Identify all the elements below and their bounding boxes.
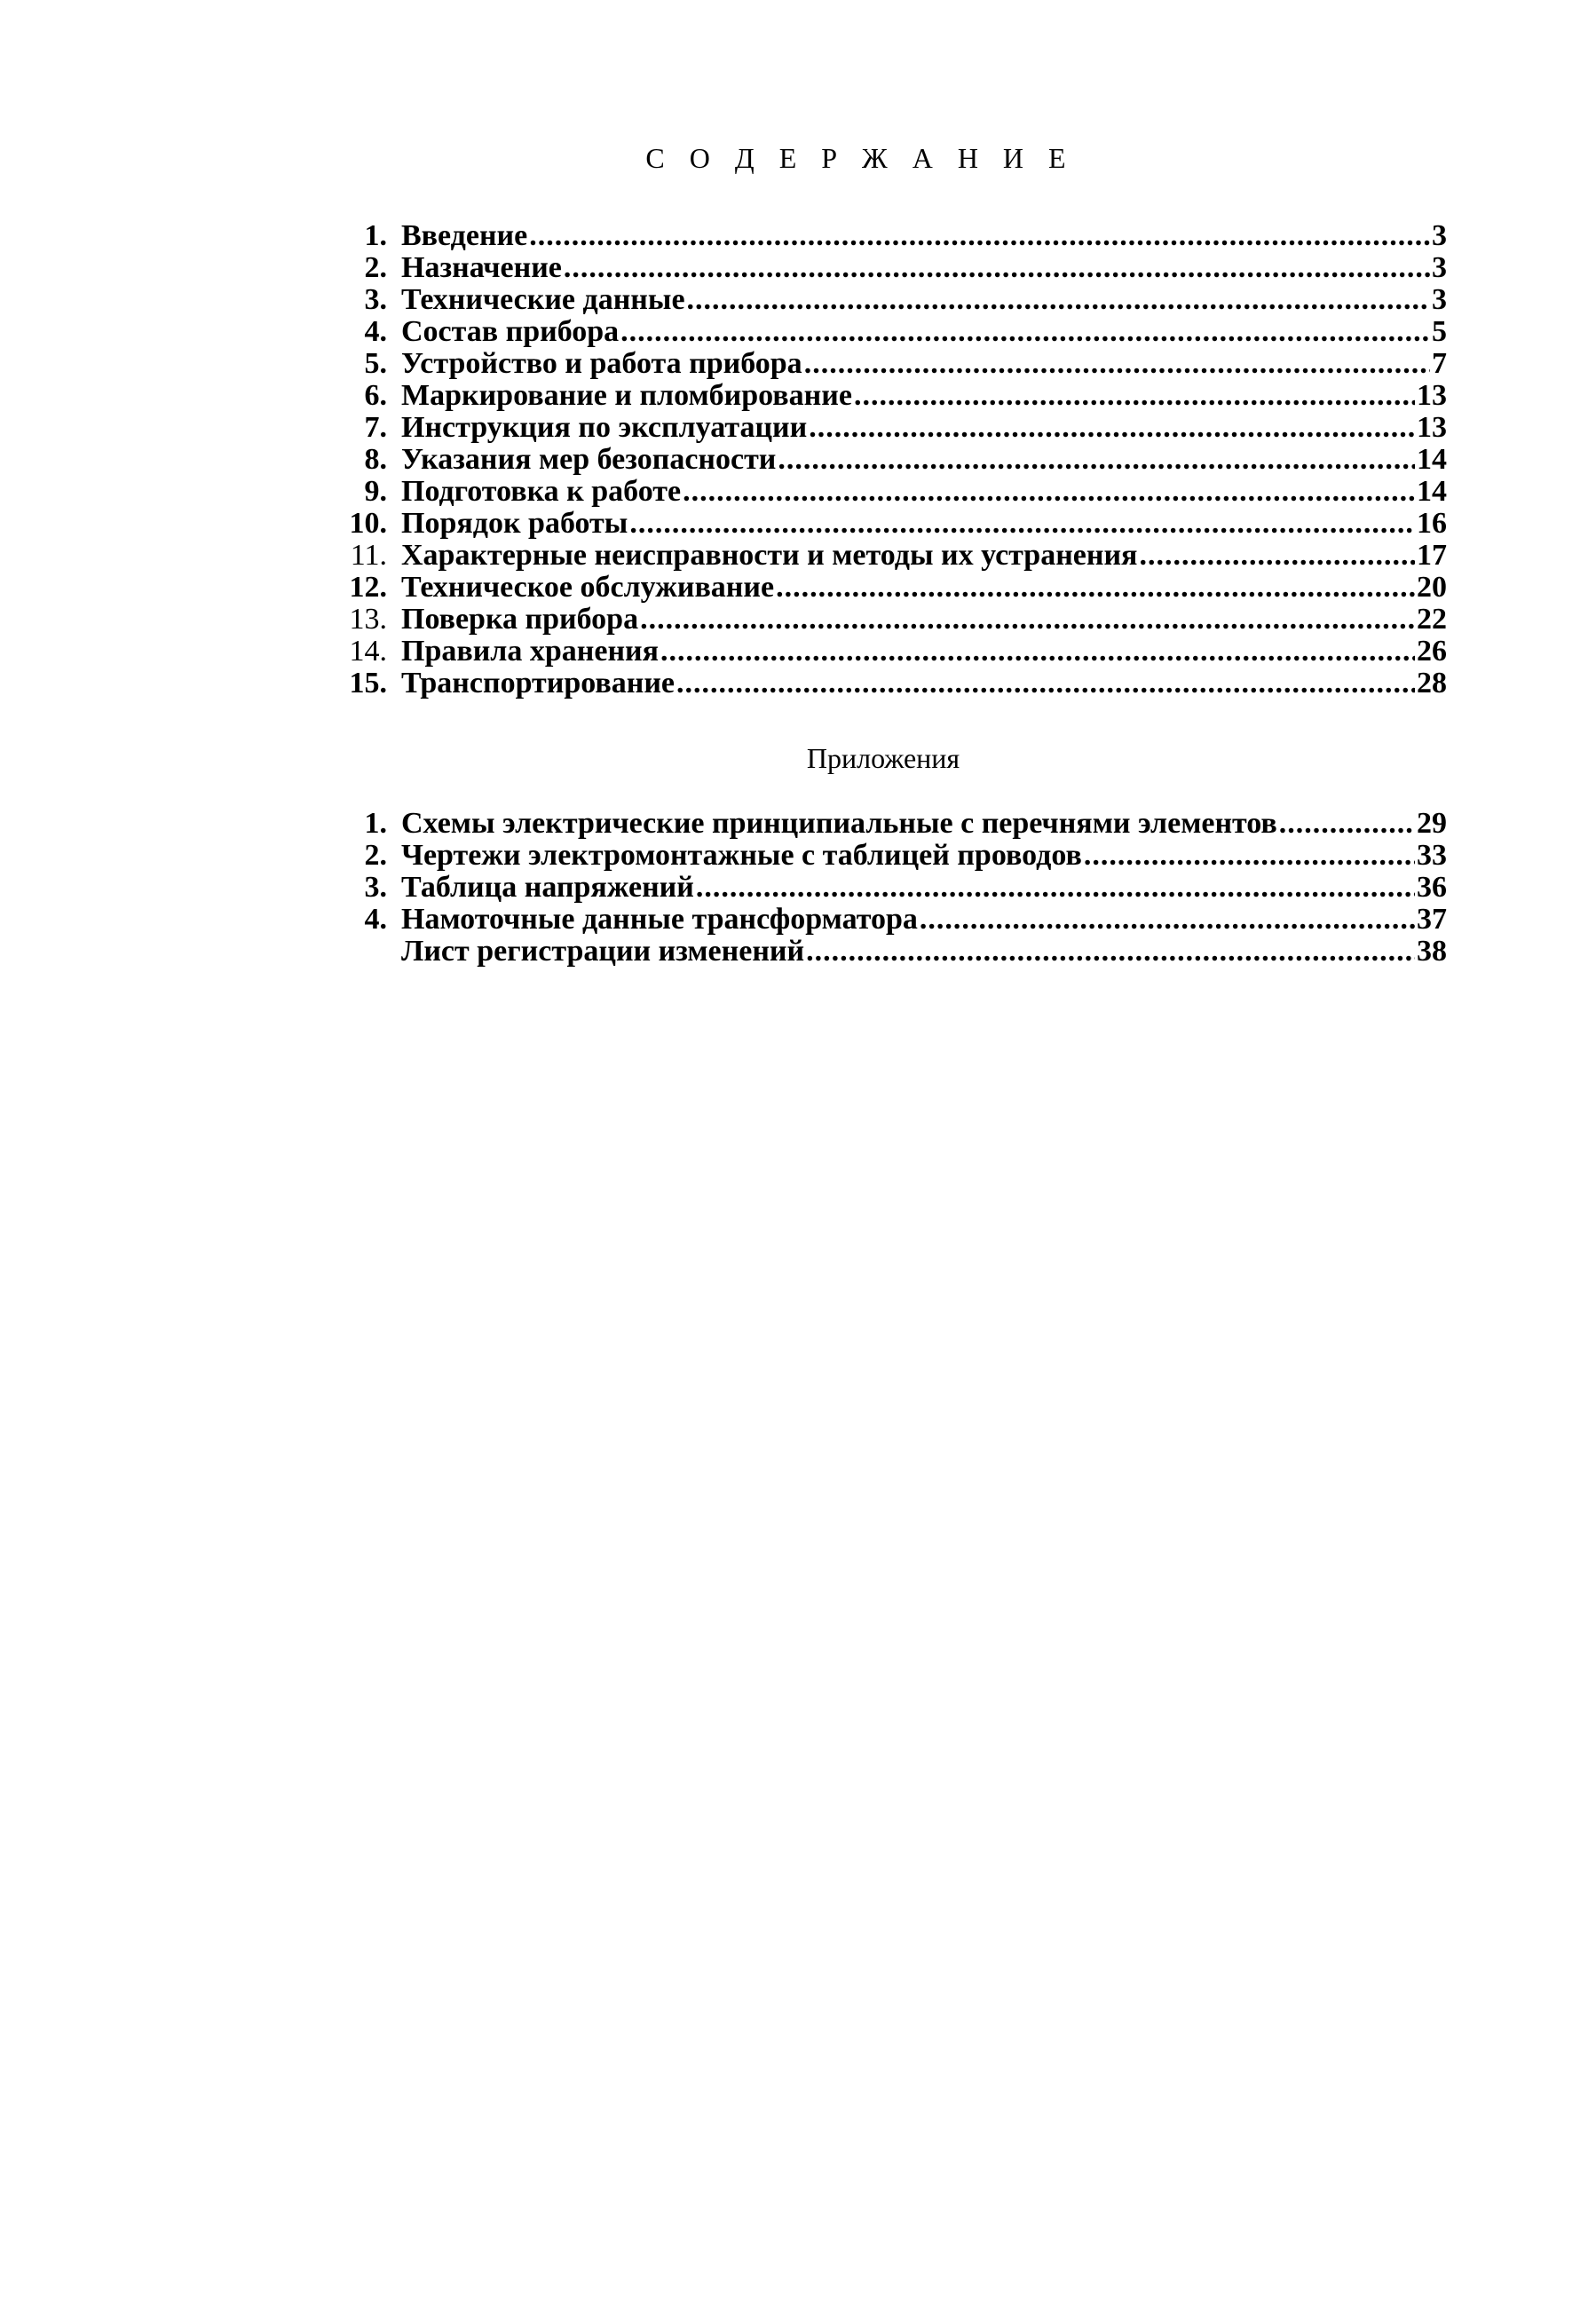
dot-leader: [804, 348, 1430, 380]
toc-heading: С О Д Е Р Ж А Н И Е: [645, 142, 1075, 174]
toc-entry-number: 11.: [350, 539, 387, 572]
appendix-entry-title: Схемы электрические принципиальные с перечнями элементов: [401, 807, 1277, 840]
toc-entry-title: Техническое обслуживание: [401, 571, 775, 604]
toc-entry-title: Маркирование и пломбирование: [401, 379, 852, 412]
toc-entry: [346, 380, 1447, 412]
toc-entry-title: Устройство и работа прибора: [401, 347, 802, 380]
appendix-entry-number: 2.: [364, 839, 387, 872]
toc-entry: [346, 412, 1447, 444]
toc-entry: [346, 316, 1447, 348]
appendix-entry-title: Чертежи электромонтажные с таблицей проводов: [401, 839, 1082, 872]
toc-entry: [346, 572, 1447, 604]
dot-leader: [660, 636, 1415, 668]
dot-leader: [1139, 540, 1415, 572]
toc-entry-number: 1.: [364, 219, 387, 252]
toc-entry-title: Поверка прибора: [401, 603, 639, 636]
toc-entry-title: Характерные неисправности и методы их устранения: [401, 539, 1138, 572]
toc-entry-page: 16: [1417, 507, 1447, 540]
appendix-entry-title: Намоточные данные трансформатора: [401, 903, 918, 936]
dot-leader: [809, 412, 1415, 444]
appendix-entry-number: 3.: [364, 871, 387, 904]
toc-entry-title: Подготовка к работе: [401, 475, 682, 508]
toc-entry: [346, 348, 1447, 380]
appendix-entry-page: 33: [1417, 839, 1447, 872]
appendix-entry-page: 37: [1417, 903, 1447, 936]
toc-entry-title: Указания мер безопасности: [401, 443, 777, 476]
toc-entry-page: 14: [1417, 475, 1447, 508]
toc-list: [346, 220, 1447, 700]
toc-entry-title: Порядок работы: [401, 507, 628, 540]
toc-entry-page: 28: [1417, 667, 1447, 700]
toc-entry: [346, 668, 1447, 700]
toc-entry-number: 8.: [364, 443, 387, 476]
toc-entry-page: 17: [1417, 539, 1447, 572]
toc-entry-number: 4.: [364, 315, 387, 348]
toc-entry-number: 5.: [364, 347, 387, 380]
dot-leader: [564, 252, 1430, 284]
appendix-entry: [346, 808, 1447, 840]
dot-leader: [696, 872, 1415, 904]
toc-entry-number: 7.: [364, 411, 387, 444]
dot-leader: [854, 380, 1415, 412]
toc-entry-title: Правила хранения: [401, 635, 660, 668]
toc-entry-number: 2.: [364, 251, 387, 284]
dot-leader: [920, 904, 1415, 936]
appendix-entry: [346, 936, 1447, 968]
dot-leader: [778, 444, 1415, 476]
toc-entry-page: 14: [1417, 443, 1447, 476]
toc-entry-number: 13.: [349, 603, 387, 636]
dot-leader: [620, 316, 1430, 348]
dot-leader: [529, 220, 1430, 252]
toc-entry-page: 7: [1432, 347, 1447, 380]
toc-entry-page: 22: [1417, 603, 1447, 636]
toc-entry: [346, 540, 1447, 572]
toc-entry-page: 13: [1417, 379, 1447, 412]
dot-leader: [683, 476, 1415, 508]
toc-entry-page: 3: [1432, 283, 1447, 316]
toc-entry: [346, 252, 1447, 284]
toc-entry-number: 10.: [349, 507, 387, 540]
appendix-entry-number: 1.: [364, 807, 387, 840]
toc-entry-page: 3: [1432, 219, 1447, 252]
appendix-entry: [346, 840, 1447, 872]
toc-entry-title: Транспортирование: [401, 667, 676, 700]
toc-entry-title: Инструкция по эксплуатации: [401, 411, 808, 444]
dot-leader: [687, 284, 1430, 316]
toc-entry-title: Состав прибора: [401, 315, 620, 348]
toc-entry-page: 13: [1417, 411, 1447, 444]
dot-leader: [1084, 840, 1415, 872]
toc-entry-page: 3: [1432, 251, 1447, 284]
toc-entry-title: Введение: [401, 219, 528, 252]
toc-entry-title: Назначение: [401, 251, 562, 284]
appendix-entry-number: 4.: [364, 903, 387, 936]
toc-entry-number: 15.: [349, 667, 387, 700]
toc-entry: [346, 444, 1447, 476]
toc-entry: [346, 476, 1447, 508]
appendix-heading: Приложения: [806, 742, 960, 774]
toc-entry: [346, 508, 1447, 540]
appendix-entry-page: 38: [1417, 935, 1447, 968]
toc-entry: [346, 636, 1447, 668]
dot-leader: [776, 572, 1415, 604]
toc-entry-title: Технические данные: [401, 283, 685, 316]
toc-entry: [346, 220, 1447, 252]
appendix-entry-page: 29: [1417, 807, 1447, 840]
appendix-entry-title: Таблица напряжений: [401, 871, 694, 904]
toc-entry-number: 6.: [364, 379, 387, 412]
appendix-entry-title: Лист регистрации изменений: [401, 935, 805, 968]
toc-entry-number: 12.: [349, 571, 387, 604]
appendix-entry-page: 36: [1417, 871, 1447, 904]
toc-entry-page: 5: [1432, 315, 1447, 348]
appendix-list: [346, 808, 1447, 968]
toc-entry: [346, 604, 1447, 636]
toc-entry-page: 26: [1417, 635, 1447, 668]
appendix-entry: [346, 872, 1447, 904]
dot-leader: [640, 604, 1415, 636]
dot-leader: [629, 508, 1415, 540]
toc-entry-number: 3.: [364, 283, 387, 316]
toc-entry: [346, 284, 1447, 316]
toc-entry-number: 9.: [364, 475, 387, 508]
appendix-entry: [346, 904, 1447, 936]
dot-leader: [1279, 808, 1415, 840]
toc-entry-number: 14.: [349, 635, 387, 668]
toc-entry-page: 20: [1417, 571, 1447, 604]
dot-leader: [676, 668, 1415, 700]
dot-leader: [806, 936, 1415, 968]
